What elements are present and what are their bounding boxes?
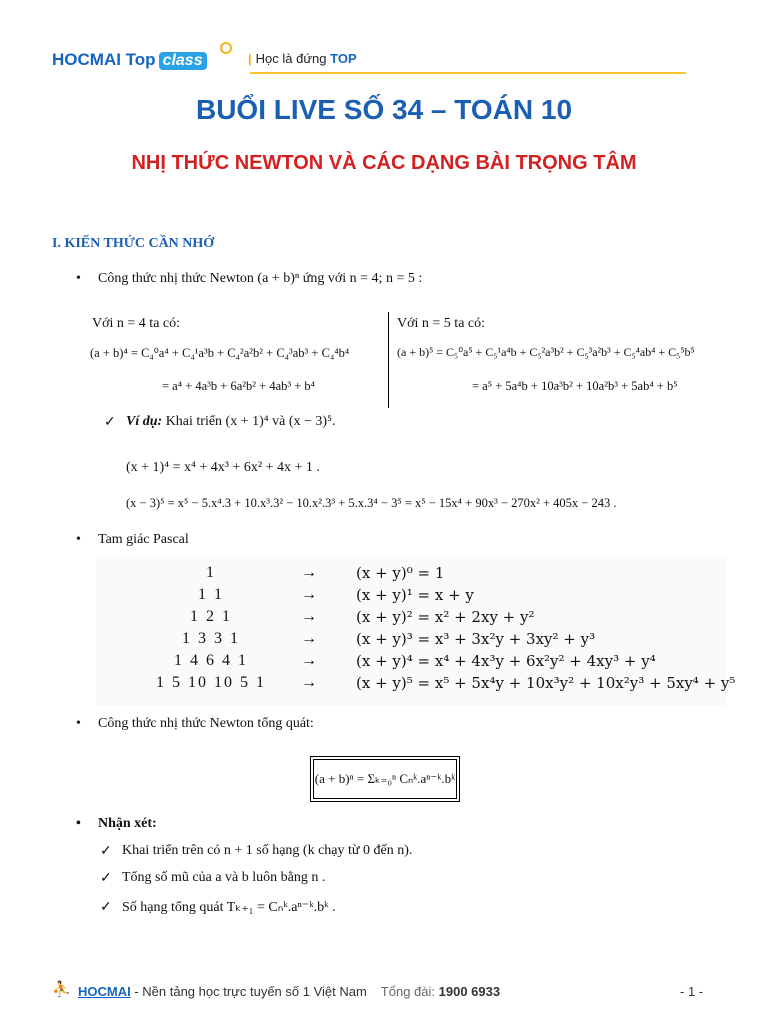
n5-expansion-line2: = a⁵ + 5a⁴b + 10a³b² + 10a²b³ + 5ab⁴ + b⁵	[472, 379, 678, 393]
pascal-row	[96, 564, 726, 586]
pascal-expression: (x + y)³ = x³ + 3x²y + 3xy² + y³	[356, 630, 596, 648]
arrow-icon: →	[301, 608, 317, 625]
example-eq1: (x + 1)⁴ = x⁴ + 4x³ + 6x² + 4x + 1 .	[126, 460, 320, 475]
pascal-expression: (x + y)⁰ = 1	[356, 564, 445, 582]
header-divider	[250, 72, 686, 74]
pascal-expression: (x + y)⁴ = x⁴ + 4x³y + 6x²y² + 4xy³ + y⁴	[356, 652, 656, 670]
logo-sun-icon	[220, 42, 232, 54]
checkmark-icon: ✓	[100, 844, 112, 859]
arrow-icon: →	[301, 674, 317, 691]
n5-expansion-line1: (a + b)⁵ = C₅⁰a⁵ + C₅¹a⁴b + C₅²a³b² + C₅³a²b³ + C₅⁴ab⁴ + C₅⁵b⁵	[397, 345, 695, 359]
pascal-row	[96, 586, 726, 608]
pascal-expression: (x + y)¹ = x + y	[356, 586, 474, 604]
bullet-remarks: • Nhận xét:	[98, 816, 157, 832]
arrow-icon: →	[301, 586, 317, 603]
general-formula: (a + b)ⁿ = Σₖ₌₀ⁿ Cₙᵏ.aⁿ⁻ᵏ.bᵏ	[313, 759, 457, 799]
hotline-label: Tổng đài:	[380, 984, 435, 999]
remark-item	[100, 843, 413, 859]
remark-text: Tổng số mũ của a và b luôn bằng n .	[122, 870, 326, 885]
pascal-expression: (x + y)⁵ = x⁵ + 5x⁴y + 10x³y² + 10x²y³ + 5xy⁴ + y⁵	[356, 674, 736, 692]
pascal-numbers: 1 2 1	[190, 608, 232, 625]
tagline: | Học là đứng TOP	[248, 51, 357, 66]
checkmark-icon: ✓	[100, 900, 112, 915]
pascal-row	[96, 652, 726, 674]
page-subtitle: NHỊ THỨC NEWTON VÀ CÁC DẠNG BÀI TRỌNG TÂM	[131, 152, 637, 174]
example-item	[104, 414, 336, 430]
example-text: Khai triển (x + 1)⁴ và (x − 3)⁵.	[165, 414, 336, 429]
page-title: BUỔI LIVE SỐ 34 – TOÁN 10	[195, 94, 573, 125]
arrow-icon: →	[301, 652, 317, 669]
page-number: - 1 -	[680, 984, 704, 999]
pascal-triangle	[96, 556, 736, 706]
arrow-icon: →	[301, 630, 317, 647]
checkmark-icon: ✓	[104, 415, 116, 430]
n4-expansion-line1: (a + b)⁴ = C₄⁰a⁴ + C₄¹a³b + C₄²a²b² + C₄³ab³ + C₄⁴b⁴	[90, 346, 350, 360]
general-formula-box	[310, 756, 460, 802]
footer-slogan: - Nền tảng học trực tuyến số 1 Việt Nam	[130, 984, 367, 999]
example-eq2: (x − 3)⁵ = x⁵ − 5.x⁴.3 + 10.x³.3² − 10.x².3³ + 5.x.3⁴ − 3⁵ = x⁵ − 15x⁴ + 90x³ − 270x² + 405x − 243 .	[126, 496, 617, 510]
pascal-row	[96, 608, 726, 630]
tagline-prefix: Học là đứng	[255, 51, 327, 66]
tagline-top: TOP	[330, 51, 357, 66]
pascal-row	[96, 630, 726, 652]
hotline-number: 1900 6933	[438, 984, 501, 999]
example-label: Ví dụ:	[126, 414, 163, 429]
remark-item	[100, 870, 326, 886]
section-heading: I. KIẾN THỨC CẦN NHỚ	[52, 236, 215, 251]
n4-expansion-line2: = a⁴ + 4a³b + 6a²b² + 4ab³ + b⁴	[162, 379, 316, 393]
column-divider	[388, 312, 389, 408]
hocmai-mascot-icon: ⛹	[52, 982, 71, 998]
logo-main-text: HOCMAI Top	[52, 50, 156, 69]
bullet-binomial-formula: • Công thức nhị thức Newton (a + b)ⁿ ứng với n = 4; n = 5 :	[98, 271, 422, 287]
arrow-icon: →	[301, 564, 317, 581]
pascal-numbers: 1 3 3 1	[182, 630, 240, 647]
pascal-numbers: 1 5 10 10 5 1	[156, 674, 266, 691]
hocmai-logo	[52, 50, 207, 70]
remark-text: Số hạng tổng quát Tₖ₊₁ = Cₙᵏ.aⁿ⁻ᵏ.bᵏ .	[122, 900, 336, 915]
footer-brand-link[interactable]: HOCMAI	[78, 984, 131, 999]
footer	[78, 984, 500, 999]
pascal-numbers: 1 4 6 4 1	[174, 652, 248, 669]
pascal-numbers: 1	[206, 564, 216, 581]
remark-item	[100, 899, 336, 916]
pascal-row	[96, 674, 736, 696]
pascal-expression: (x + y)² = x² + 2xy + y²	[356, 608, 535, 626]
bullet-pascal: • Tam giác Pascal	[98, 532, 189, 548]
logo-class-text: class	[159, 52, 207, 70]
bullet-general-formula: • Công thức nhị thức Newton tổng quát:	[98, 716, 314, 732]
pascal-numbers: 1 1	[198, 586, 224, 603]
checkmark-icon: ✓	[100, 871, 112, 886]
n5-intro: Với n = 5 ta có:	[397, 316, 486, 331]
remark-text: Khai triển trên có n + 1 số hạng (k chạy từ 0 đến n).	[122, 843, 413, 858]
n4-intro: Với n = 4 ta có:	[92, 316, 181, 331]
